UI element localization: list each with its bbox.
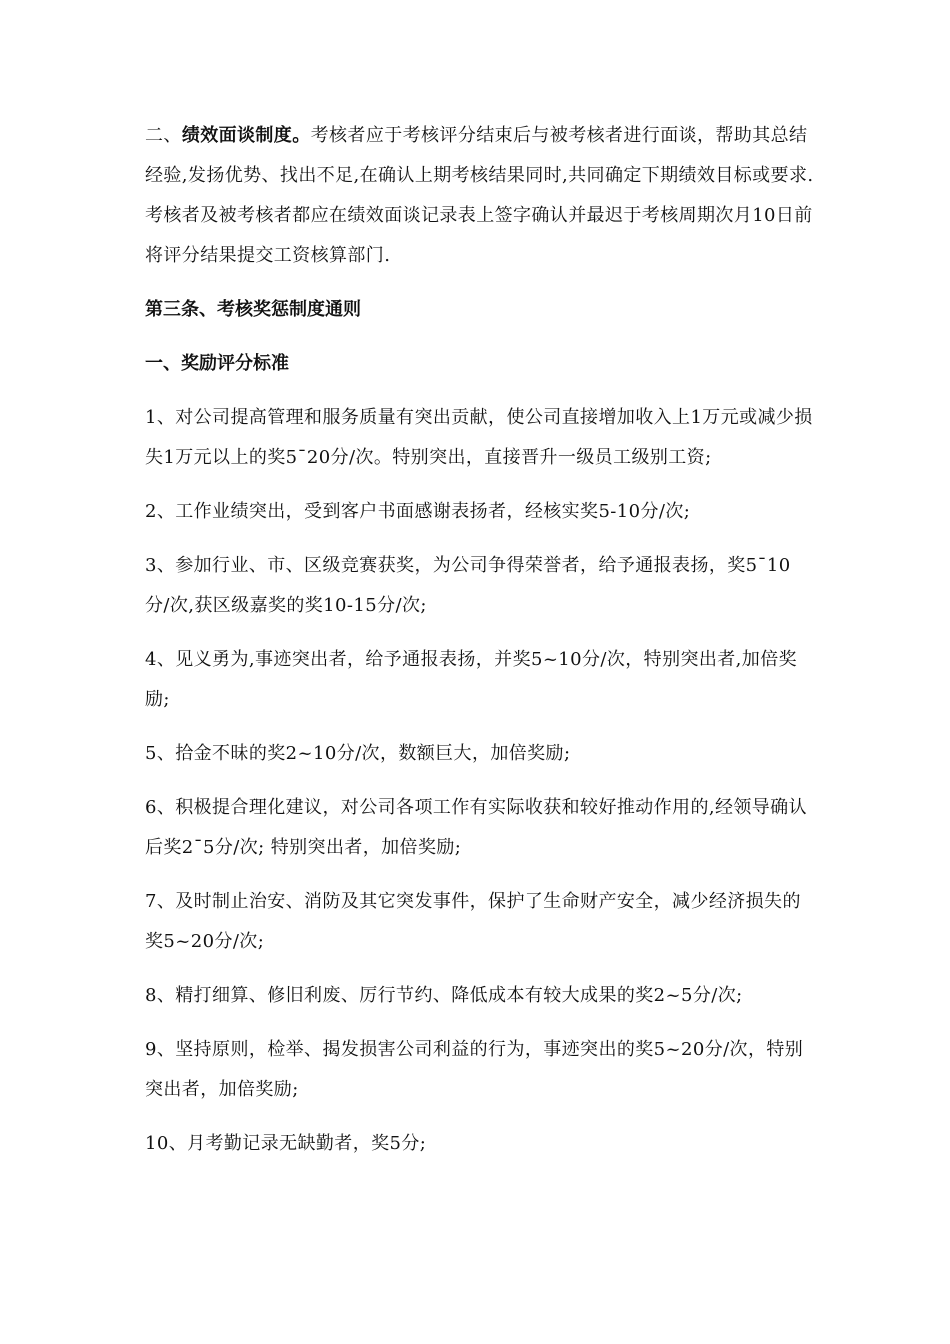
list-item: 1、对公司提高管理和服务质量有突出贡献，使公司直接增加收入上1万元或减少损失1万元以上的奖5¯20分/次。特别突出，直接晋升一级员工级别工资;	[145, 407, 813, 468]
paragraph-lead: 二、	[145, 125, 182, 146]
list-item: 9、坚持原则，检举、揭发损害公司利益的行为，事迹突出的奖5~20分/次，特别突出者，加倍奖励;	[145, 1039, 804, 1100]
list-item: 5、拾金不昧的奖2~10分/次，数额巨大，加倍奖励;	[145, 743, 571, 764]
list-item: 8、精打细算、修旧利废、厉行节约、降低成本有较大成果的奖2~5分/次;	[145, 985, 743, 1006]
paragraph-body: 考核者应于考核评分结束后与被考核者进行面谈，帮助其总结经验,发扬优势、找出不足,在确认上期考核结果同时,共同确定下期绩效目标或要求.考核者及被考核者都应在绩效面谈记录表上签字确认并最迟于考核周期次月10日前将评分结果提交工资核算部门.	[145, 125, 814, 266]
list-item: 3、参加行业、市、区级竞赛获奖，为公司争得荣誉者，给予通报表扬，奖5¯10分/次,获区级嘉奖的奖10-15分/次;	[145, 555, 791, 616]
article-heading: 第三条、考核奖惩制度通则	[145, 299, 361, 320]
list-item: 7、及时制止治安、消防及其它突发事件，保护了生命财产安全，减少经济损失的奖5~20分/次;	[145, 891, 801, 952]
list-item: 2、工作业绩突出，受到客户书面感谢表扬者，经核实奖5-10分/次;	[145, 501, 691, 522]
paragraph-interview-system	[145, 116, 815, 276]
list-item: 4、见义勇为,事迹突出者，给予通报表扬，并奖5~10分/次，特别突出者,加倍奖励;	[145, 649, 797, 710]
paragraph-bold-title: 绩效面谈制度。	[181, 125, 311, 146]
section-heading: 一、奖励评分标准	[145, 353, 289, 374]
list-item: 10、月考勤记录无缺勤者，奖5分;	[145, 1133, 427, 1154]
list-item: 6、积极提合理化建议，对公司各项工作有实际收获和较好推动作用的,经领导确认后奖2¯5分/次; 特别突出者，加倍奖励;	[145, 797, 807, 858]
document-page	[145, 116, 815, 1164]
